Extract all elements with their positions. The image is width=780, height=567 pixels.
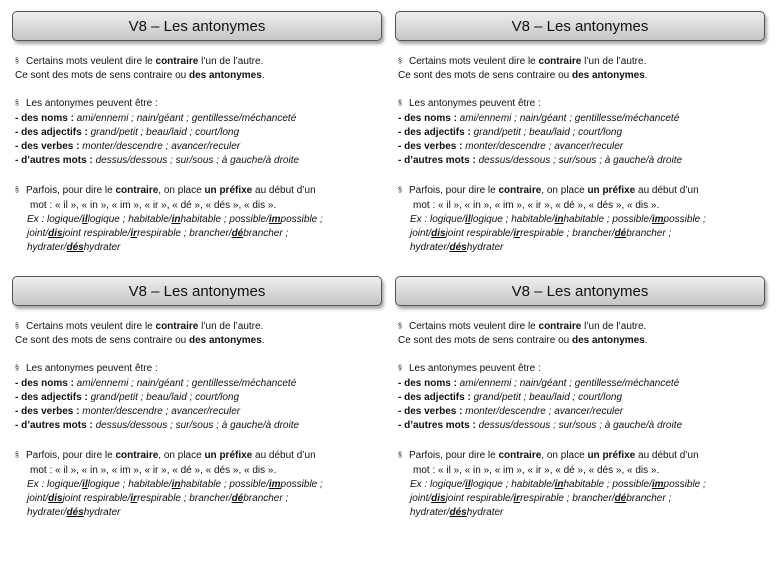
card-top-left (12, 11, 382, 255)
section-definition: § Certains mots veulent dire le contraire l’un de l’autre. Ce sont des mots de sens contraire ou des antonymes. (15, 321, 265, 347)
bullet-icon: § (15, 187, 19, 195)
bullet-icon: § (15, 323, 19, 330)
section-prefixes: § Parfois, pour dire le contraire, on place un préfixe au début d’un mot : « il », « in », « im », « ir », « dé », « dés », « dis ». Ex : logique/illogique ; habitable/inhabitable ; possible/impossible ; joint/disjoint respirable/irrespirable ; brancher/débrancher ; hydrater/déshydrater (15, 185, 323, 254)
card-bottom-right (395, 276, 765, 520)
section-types: § Les antonymes peuvent être : - des noms : ami/ennemi ; nain/géant ; gentillesse/méchanceté - des adjectifs : grand/petit ; beau/laid ; court/long - des verbes : monter/descendre ; avancer/reculer - d’autres mots : dessus/dessous ; sur/sous ; à gauche/à droite (15, 363, 300, 432)
section-types: § Les antonymes peuvent être : - des noms : ami/ennemi ; nain/géant ; gentillesse/méchanceté - des adjectifs : grand/petit ; beau/laid ; court/long - des verbes : monter/descendre ; avancer/reculer - d’autres mots : dessus/dessous ; sur/sous ; à gauche/à droite (398, 363, 683, 432)
section-definition: § Certains mots veulent dire le contraire l’un de l’autre. Ce sont des mots de sens contraire ou des antonymes. (398, 56, 648, 82)
bullet-icon: § (398, 100, 402, 108)
section-prefixes: § Parfois, pour dire le contraire, on place un préfixe au début d’un mot : « il », « in », « im », « ir », « dé », « dés », « dis ». Ex : logique/illogique ; habitable/inhabitable ; possible/impossible ; joint/disjoint respirable/irrespirable ; brancher/débrancher ; hydrater/déshydrater (398, 185, 706, 254)
bullet-icon: § (15, 452, 19, 460)
bullet-icon: § (398, 365, 402, 373)
card-title: V8 – Les antonymes (395, 276, 765, 306)
bullet-icon: § (398, 187, 402, 195)
section-definition: § Certains mots veulent dire le contraire l’un de l’autre. Ce sont des mots de sens contraire ou des antonymes. (15, 56, 265, 82)
section-definition: § Certains mots veulent dire le contraire l’un de l’autre. Ce sont des mots de sens contraire ou des antonymes. (398, 321, 648, 347)
section-types: § Les antonymes peuvent être : - des noms : ami/ennemi ; nain/géant ; gentillesse/méchanceté - des adjectifs : grand/petit ; beau/laid ; court/long - des verbes : monter/descendre ; avancer/reculer - d’autres mots : dessus/dessous ; sur/sous ; à gauche/à droite (15, 98, 300, 167)
section-prefixes: § Parfois, pour dire le contraire, on place un préfixe au début d’un mot : « il », « in », « im », « ir », « dé », « dés », « dis ». Ex : logique/illogique ; habitable/inhabitable ; possible/impossible ; joint/disjoint respirable/irrespirable ; brancher/débrancher ; hydrater/déshydrater (15, 450, 323, 519)
card-title: V8 – Les antonymes (12, 11, 382, 41)
section-types: § Les antonymes peuvent être : - des noms : ami/ennemi ; nain/géant ; gentillesse/méchanceté - des adjectifs : grand/petit ; beau/laid ; court/long - des verbes : monter/descendre ; avancer/reculer - d’autres mots : dessus/dessous ; sur/sous ; à gauche/à droite (398, 98, 683, 167)
card-top-right (395, 11, 765, 255)
card-title: V8 – Les antonymes (12, 276, 382, 306)
bullet-icon: § (398, 452, 402, 460)
bullet-icon: § (15, 100, 19, 108)
section-prefixes: § Parfois, pour dire le contraire, on place un préfixe au début d’un mot : « il », « in », « im », « ir », « dé », « dés », « dis ». Ex : logique/illogique ; habitable/inhabitable ; possible/impossible ; joint/disjoint respirable/irrespirable ; brancher/débrancher ; hydrater/déshydrater (398, 450, 706, 519)
bullet-icon: § (398, 58, 402, 65)
bullet-icon: § (15, 365, 19, 373)
card-title: V8 – Les antonymes (395, 11, 765, 41)
card-bottom-left (12, 276, 382, 520)
bullet-icon: § (15, 58, 19, 65)
bullet-icon: § (398, 323, 402, 330)
